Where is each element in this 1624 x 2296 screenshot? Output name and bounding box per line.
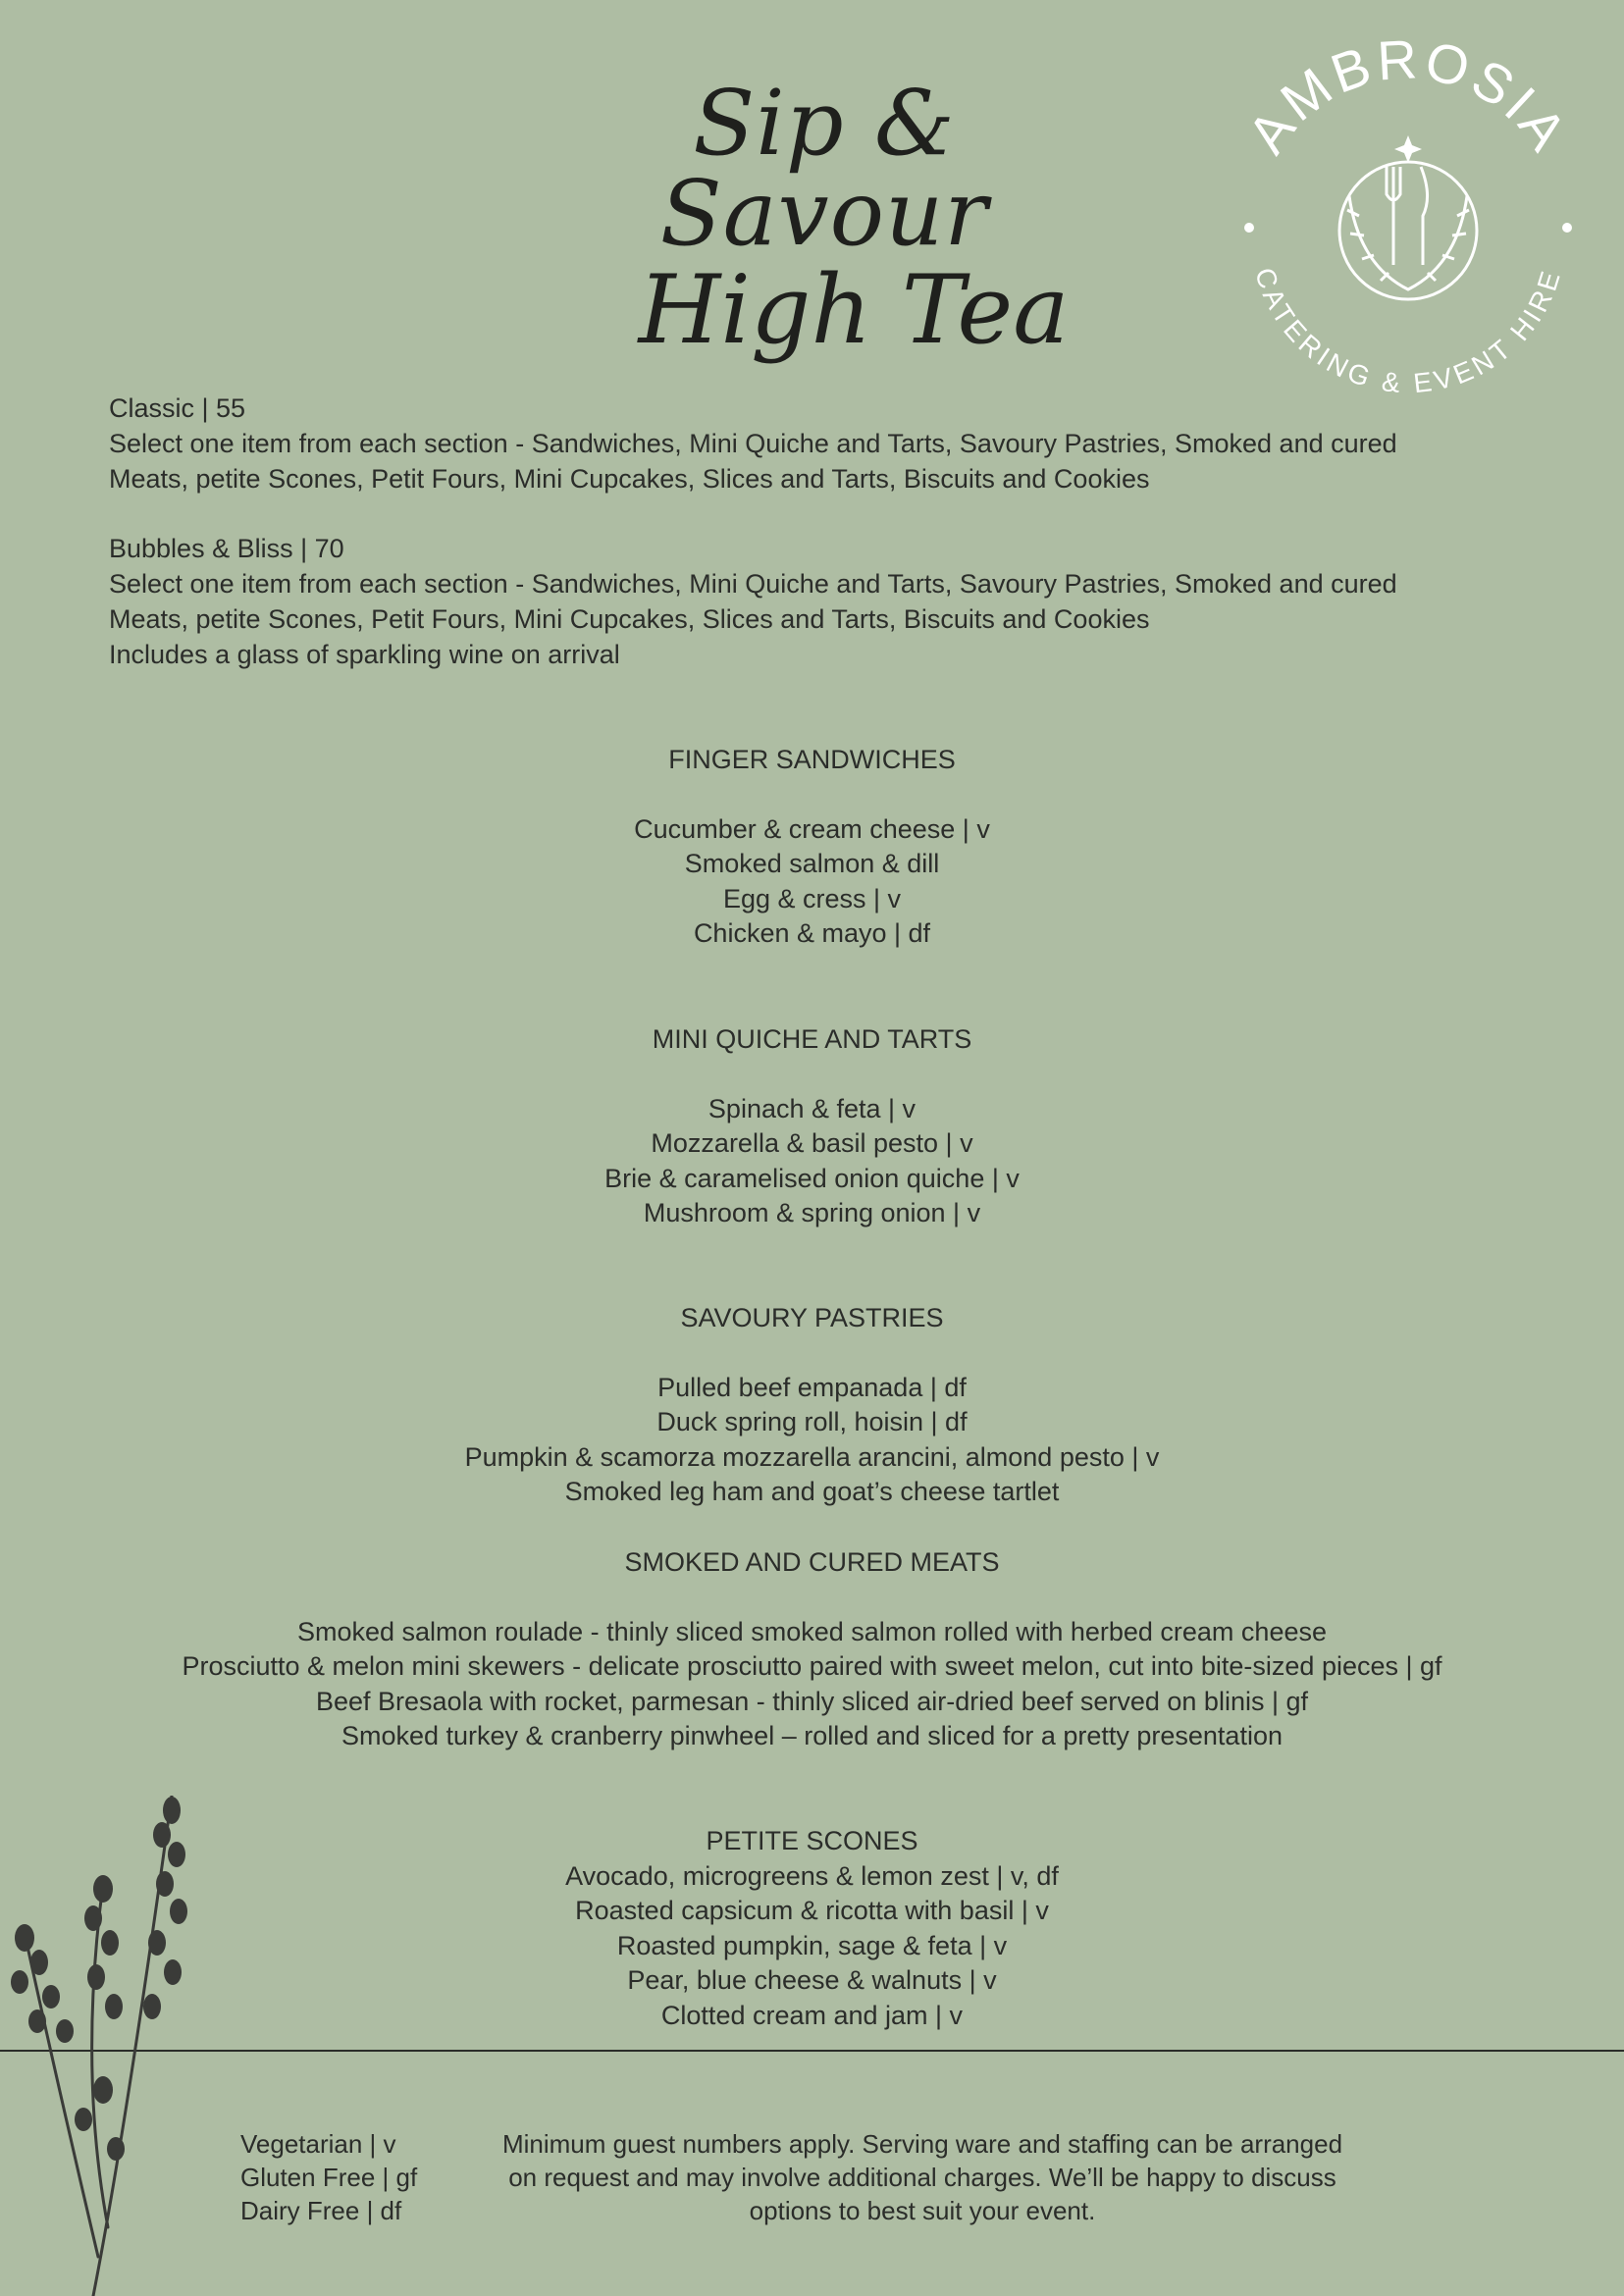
logo-name: AMBROSIA xyxy=(1234,39,1582,165)
footer-note-line: Minimum guest numbers apply. Serving ware and staffing can be arranged xyxy=(501,2129,1343,2159)
menu-item: Mozzarella & basil pesto | v xyxy=(651,1128,973,1158)
menu-title-line1: Sip & Savour xyxy=(659,71,989,266)
menu-item: Pear, blue cheese & walnuts | v xyxy=(627,1965,997,1995)
svg-text:CATERING & EVENT HIRE xyxy=(1249,264,1567,398)
package-description: Meats, petite Scones, Petit Fours, Mini Cupcakes, Slices and Tarts, Biscuits and Cookies xyxy=(109,604,1150,634)
menu-item: Roasted capsicum & ricotta with basil | v xyxy=(575,1896,1049,1925)
section-heading: FINGER SANDWICHES xyxy=(668,745,956,774)
legend-dairy-free: Dairy Free | df xyxy=(240,2196,402,2225)
menu-item: Pumpkin & scamorza mozzarella arancini, almond pesto | v xyxy=(464,1441,1160,1472)
footer-divider xyxy=(0,2050,1624,2052)
menu-item: Beef Bresaola with rocket, parmesan - thinly sliced air-dried beef served on blinis | gf xyxy=(316,1686,1308,1716)
legend-gluten-free: Gluten Free | gf xyxy=(240,2163,418,2192)
menu-item: Spinach & feta | v xyxy=(707,1093,917,1123)
legend-vegetarian: Vegetarian | v xyxy=(240,2129,396,2159)
menu-item: Brie & caramelised onion quiche | v xyxy=(604,1163,1020,1193)
menu-item: Smoked salmon & dill xyxy=(684,849,940,878)
menu-item: Smoked salmon roulade - thinly sliced smoked salmon rolled with herbed cream cheese xyxy=(296,1616,1327,1646)
menu-item: Cucumber & cream cheese | v xyxy=(634,813,990,844)
section-savoury-pastries xyxy=(0,1301,1624,1510)
menu-item: Duck spring roll, hoisin | df xyxy=(656,1407,968,1436)
menu-item: Smoked turkey & cranberry pinwheel – rolled and sliced for a pretty presentation xyxy=(341,1721,1283,1750)
dietary-legend xyxy=(240,2127,417,2227)
section-petite-scones xyxy=(0,1824,1624,2033)
package-note: Includes a glass of sparkling wine on arrival xyxy=(109,640,620,669)
menu-item: Prosciutto & melon mini skewers - delicate prosciutto paired with sweet melon, cut into bite-sized pieces | gf xyxy=(182,1651,1442,1681)
menu-item: Avocado, microgreens & lemon zest | v, df xyxy=(565,1860,1059,1891)
package-bubbles-bliss xyxy=(109,531,1542,672)
section-finger-sandwiches xyxy=(0,743,1624,952)
menu-title-line2: High Tea xyxy=(638,255,1070,365)
menu-item: Smoked leg ham and goat’s cheese tartlet xyxy=(564,1477,1060,1506)
footer-note-line: on request and may involve additional charges. We’ll be happy to discuss xyxy=(508,2163,1336,2192)
fork-knife-wreath-icon xyxy=(1339,135,1477,299)
section-mini-quiche xyxy=(0,1022,1624,1231)
section-heading: MINI QUICHE AND TARTS xyxy=(652,1024,972,1054)
package-classic xyxy=(109,391,1542,496)
menu-item: Roasted pumpkin, sage & feta | v xyxy=(616,1930,1008,1960)
footer-note xyxy=(491,2127,1354,2227)
section-heading: PETITE SCONES xyxy=(706,1826,918,1855)
logo-tagline: CATERING & EVENT HIRE xyxy=(1249,264,1567,399)
menu-title xyxy=(530,71,1119,365)
footer-note-line: options to best suit your event. xyxy=(749,2196,1096,2225)
section-smoked-cured-meats xyxy=(0,1545,1624,1754)
herb-sprig-icon xyxy=(0,1796,216,2296)
package-options xyxy=(109,391,1542,706)
menu-item: Mushroom & spring onion | v xyxy=(643,1198,981,1227)
package-description: Select one item from each section - Sandwiches, Mini Quiche and Tarts, Savoury Pastries, Smoked and cured xyxy=(109,429,1397,458)
menu-item: Chicken & mayo | df xyxy=(693,918,931,948)
menu-item: Pulled beef empanada | df xyxy=(657,1372,967,1402)
package-name: Classic | 55 xyxy=(109,393,246,423)
menu-item: Clotted cream and jam | v xyxy=(660,2000,964,2030)
menu-item: Egg & cress | v xyxy=(722,883,902,913)
package-name: Bubbles & Bliss | 70 xyxy=(109,534,344,563)
ambrosia-logo xyxy=(1222,39,1595,412)
section-heading: SAVOURY PASTRIES xyxy=(680,1303,944,1332)
package-description: Select one item from each section - Sandwiches, Mini Quiche and Tarts, Savoury Pastries, Smoked and cured xyxy=(109,569,1397,599)
package-description: Meats, petite Scones, Petit Fours, Mini Cupcakes, Slices and Tarts, Biscuits and Cookies xyxy=(109,464,1150,494)
section-heading: SMOKED AND CURED MEATS xyxy=(624,1547,1000,1577)
